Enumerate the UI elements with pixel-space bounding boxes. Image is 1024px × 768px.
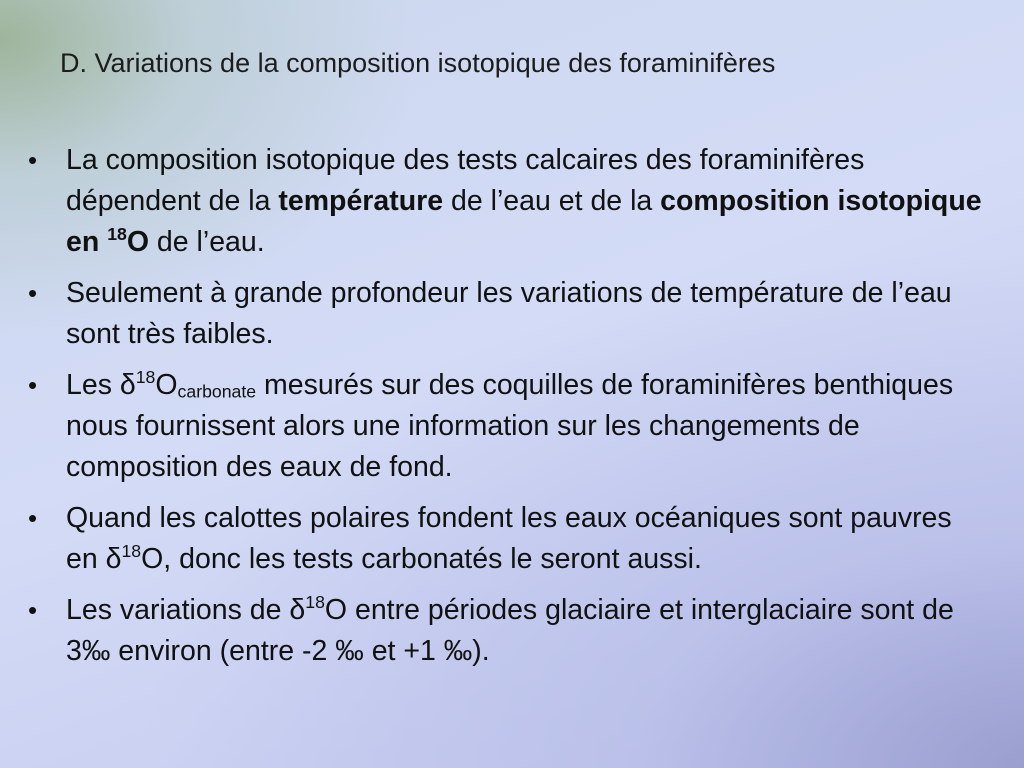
bullet-dot-icon: • <box>28 503 38 533</box>
slide-title: D. Variations de la composition isotopique des foraminifères <box>60 48 776 78</box>
bullet-4-rest: O, donc les tests carbonatés le seront aussi. <box>141 543 702 575</box>
bullet-1-sup-18: 18 <box>107 224 127 245</box>
bullet-dot-icon: • <box>28 595 38 625</box>
bullet-1-text-b: de l’eau et de la <box>443 185 661 217</box>
bullet-dot-icon: • <box>28 370 38 400</box>
bullet-item-5 <box>28 590 988 672</box>
bullet-item-4 <box>28 498 988 580</box>
bullet-dot-icon: • <box>28 278 38 308</box>
bullet-item-3 <box>28 365 988 488</box>
bullet-5-sup-18: 18 <box>305 592 325 613</box>
bullet-5-rest: O entre périodes glaciaire et interglaciaire sont de 3‰ environ (entre -2 ‰ et +1 ‰). <box>66 594 954 667</box>
bullet-1-text-c: de l’eau. <box>149 226 265 258</box>
bullet-4-prefix: Quand les calottes polaires fondent les eaux océaniques sont pauvres en δ <box>66 502 952 575</box>
bullet-3-rest: mesurés sur des coquilles de foraminifères benthiques nous fournissent alors une information sur les changements de composition des eaux de fond. <box>66 369 954 483</box>
bullet-3-prefix: Les δ <box>66 369 136 401</box>
bullet-item-2 <box>28 273 988 355</box>
bullet-4-sup-18: 18 <box>121 541 142 562</box>
bullet-item-1 <box>28 140 988 263</box>
bullet-3-o: O <box>155 369 178 401</box>
bullet-1-bold-o: O <box>126 226 149 258</box>
bullet-1-bold-temperature: température <box>278 185 444 217</box>
bullet-dot-icon: • <box>28 145 38 175</box>
bullet-1-bold-composition-text: composition isotopique en <box>66 185 982 258</box>
bullet-list <box>28 140 988 682</box>
bullet-2-text: Seulement à grande profondeur les variations de température de l’eau sont très faibles. <box>66 277 952 350</box>
bullet-3-sup-18: 18 <box>135 367 156 388</box>
bullet-5-prefix: Les variations de δ <box>66 594 306 626</box>
bullet-1-text-a: La composition isotopique des tests calcaires des foraminifères dépendent de la <box>66 144 865 217</box>
bullet-3-sub-carbonate: carbonate <box>177 381 257 402</box>
